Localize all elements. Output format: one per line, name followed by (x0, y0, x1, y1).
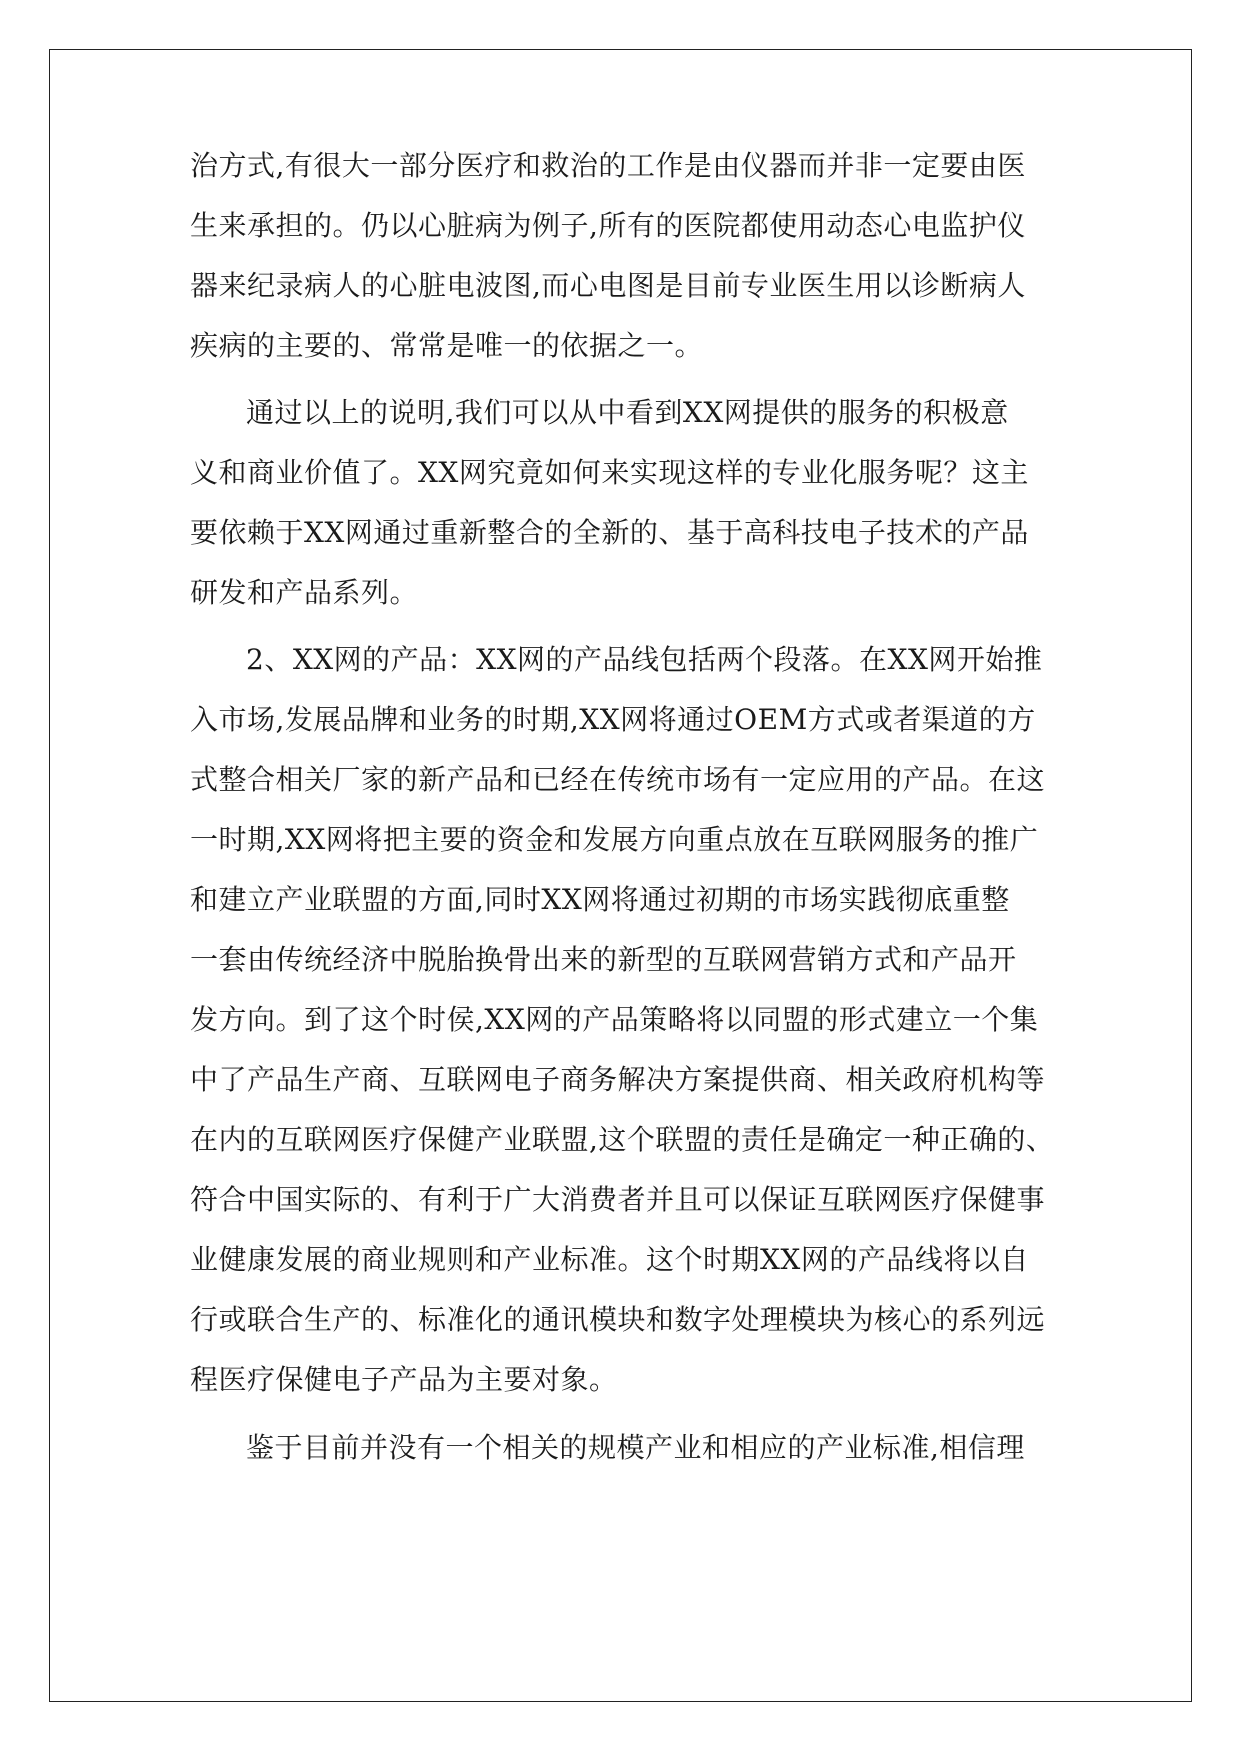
text-line: 研发和产品系列。 (190, 576, 419, 609)
text-line: 2、XX网的产品：XX网的产品线包括两个段落。在XX网开始推 (246, 643, 1043, 676)
text-line: 器来纪录病人的心脏电波图,而心电图是目前专业医生用以诊断病人 (190, 269, 1026, 302)
text-line: 符合中国实际的、有利于广大消费者并且可以保证互联网医疗保健事 (190, 1183, 1046, 1216)
text-line: 式整合相关厂家的新产品和已经在传统市场有一定应用的产品。在这 (190, 763, 1046, 796)
text-line: 疾病的主要的、常常是唯一的依据之一。 (190, 329, 704, 362)
text-line: 义和商业价值了。XX网究竟如何来实现这样的专业化服务呢？这主 (190, 456, 1029, 489)
text-line: 通过以上的说明,我们可以从中看到XX网提供的服务的积极意 (246, 396, 1009, 429)
text-line: 鉴于目前并没有一个相关的规模产业和相应的产业标准,相信理 (246, 1431, 1025, 1464)
text-line: 一时期,XX网将把主要的资金和发展方向重点放在互联网服务的推广 (190, 823, 1039, 856)
text-line: 要依赖于XX网通过重新整合的全新的、基于高科技电子技术的产品 (190, 516, 1029, 549)
text-line: 生来承担的。仍以心脏病为例子,所有的医院都使用动态心电监护仪 (190, 209, 1026, 242)
text-line: 行或联合生产的、标准化的通讯模块和数字处理模块为核心的系列远 (190, 1303, 1046, 1336)
text-line: 中了产品生产商、互联网电子商务解决方案提供商、相关政府机构等 (190, 1063, 1046, 1096)
text-line: 治方式,有很大一部分医疗和救治的工作是由仪器而并非一定要由医 (190, 149, 1026, 182)
text-line: 发方向。到了这个时侯,XX网的产品策略将以同盟的形式建立一个集 (190, 1003, 1039, 1036)
text-line: 在内的互联网医疗保健产业联盟,这个联盟的责任是确定一种正确的、 (190, 1123, 1055, 1156)
text-line: 程医疗保健电子产品为主要对象。 (190, 1363, 618, 1396)
text-line: 业健康发展的商业规则和产业标准。这个时期XX网的产品线将以自 (190, 1243, 1029, 1276)
text-line: 入市场,发展品牌和业务的时期,XX网将通过OEM方式或者渠道的方 (190, 703, 1036, 736)
text-line: 一套由传统经济中脱胎换骨出来的新型的互联网营销方式和产品开 (190, 943, 1017, 976)
text-line: 和建立产业联盟的方面,同时XX网将通过初期的市场实践彻底重整 (190, 883, 1010, 916)
